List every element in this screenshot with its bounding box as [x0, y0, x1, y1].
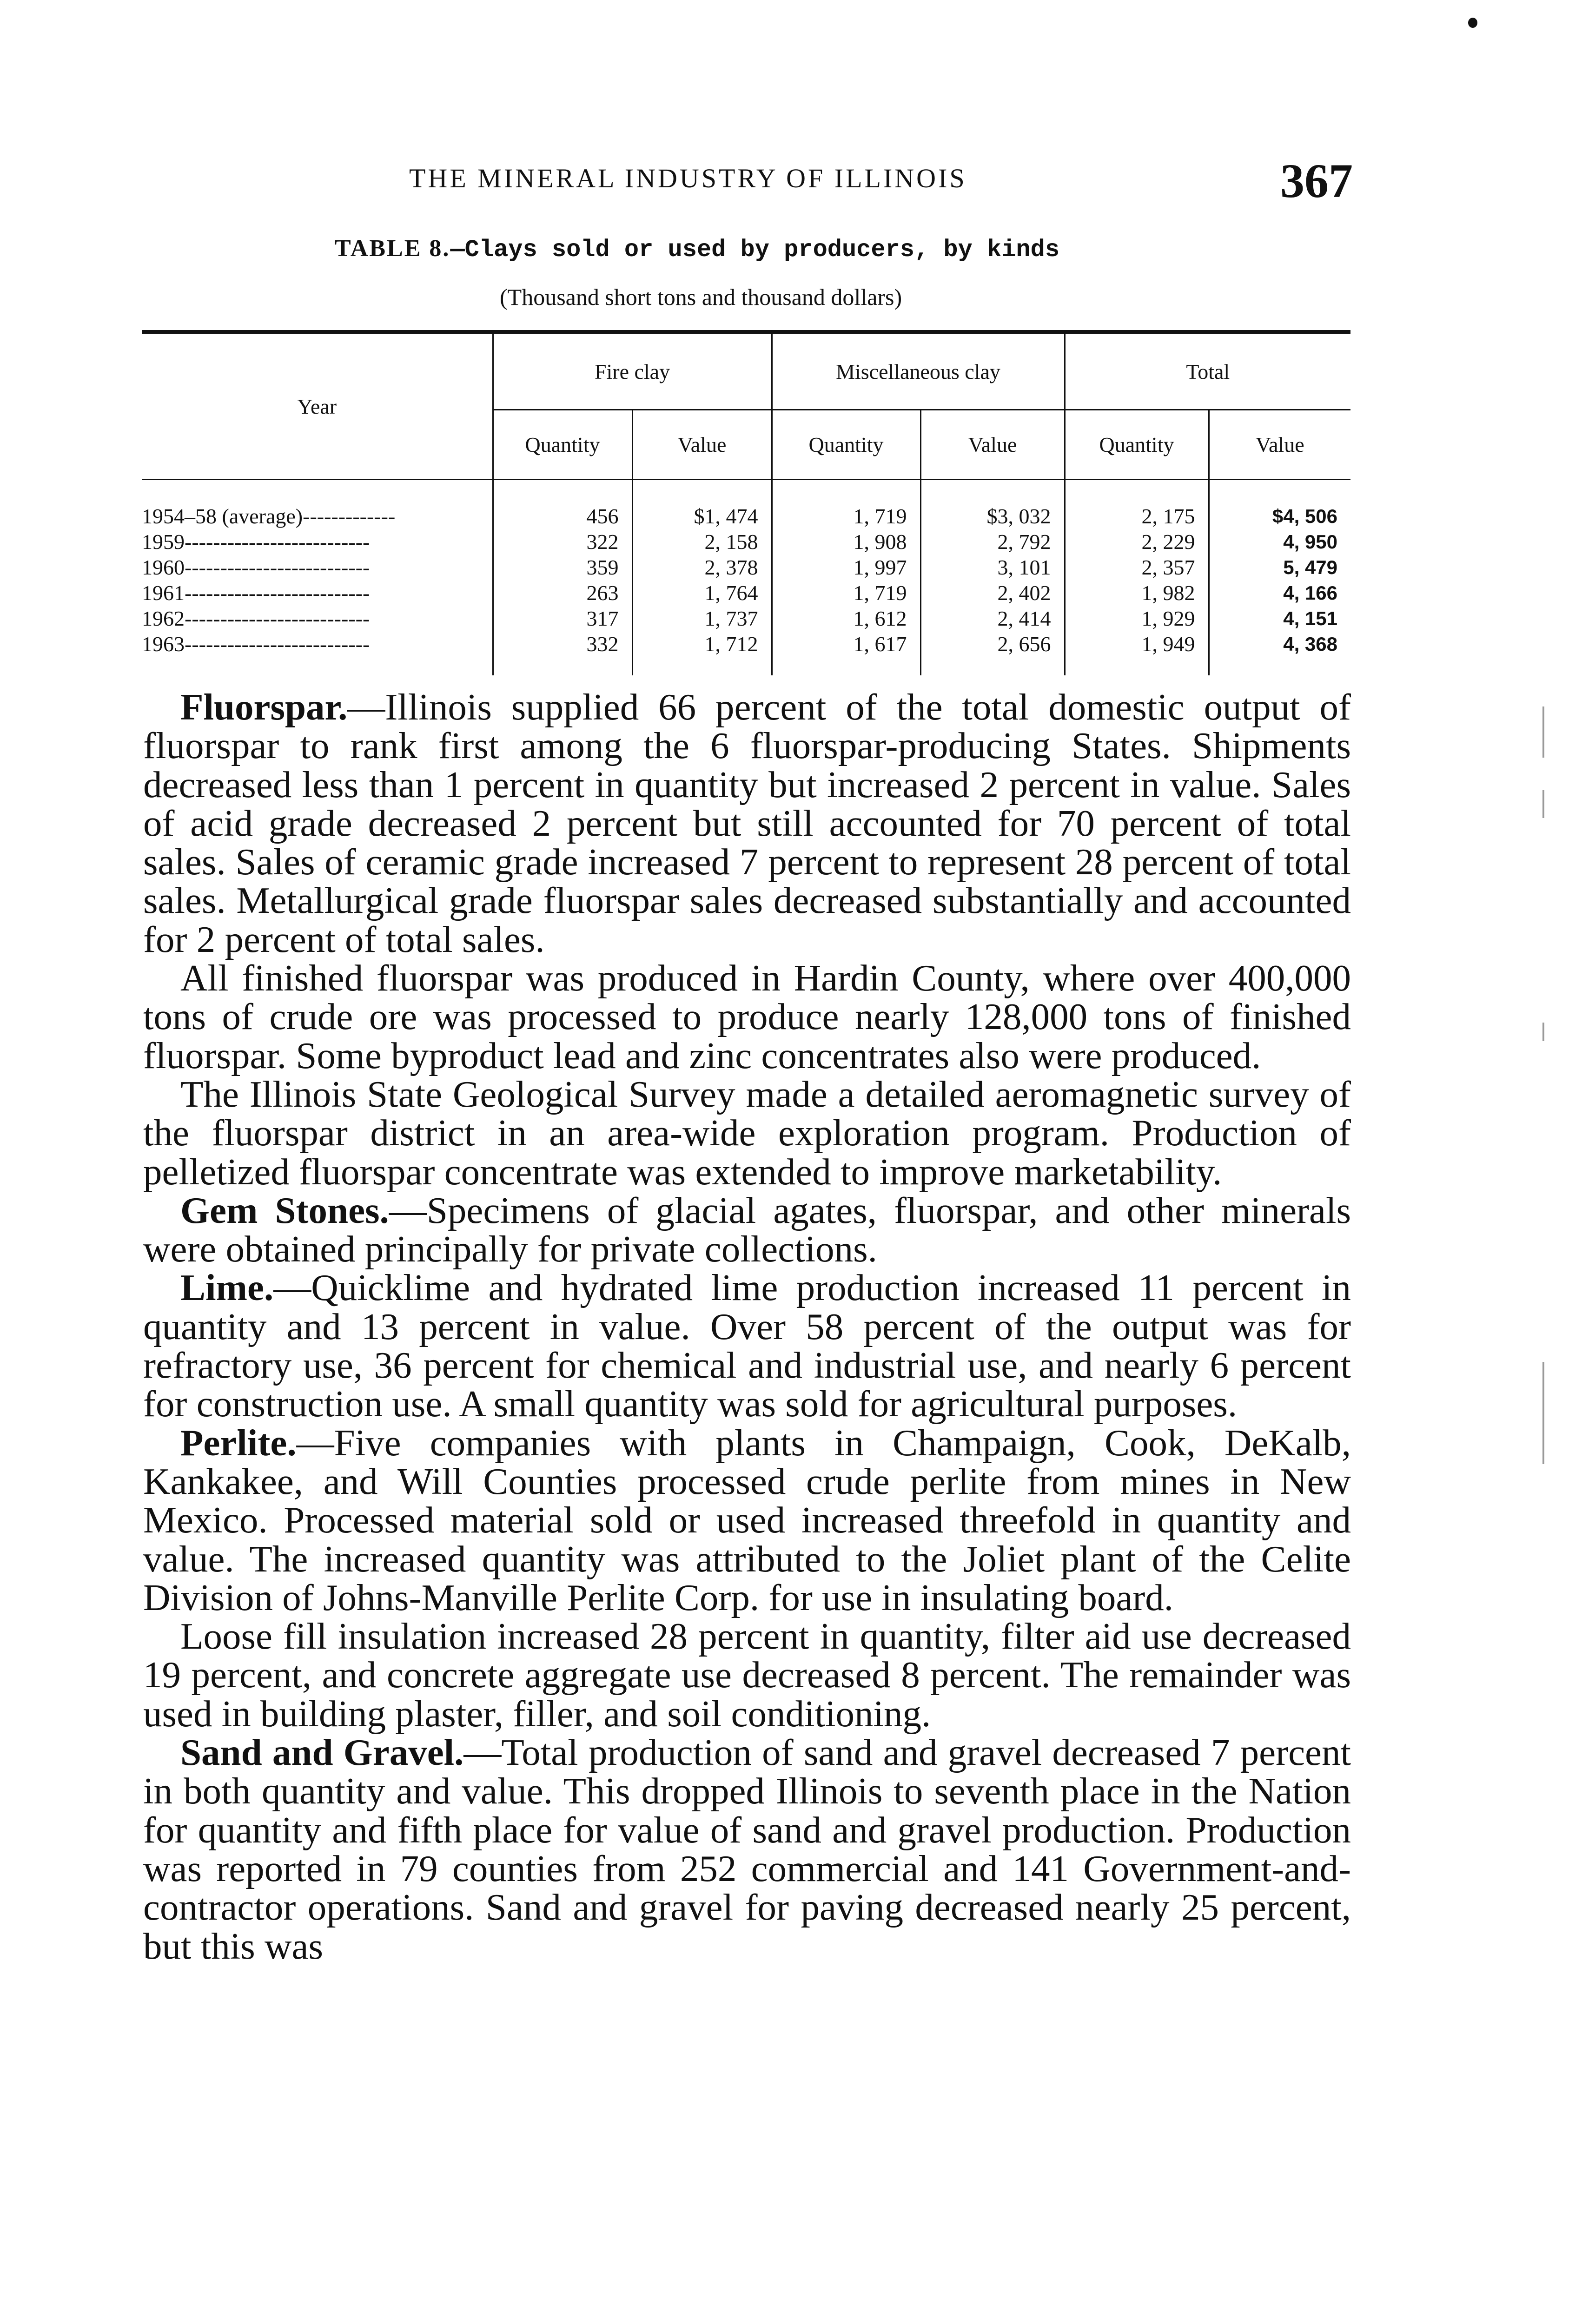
- table-row: [142, 580, 1350, 606]
- paragraph-fluorspar: Fluorspar.—Illinois supplied 66 percent of the total domestic output of fluorspar to rank first among the 6 fluorspar-producing States. Shipments decreased less than 1 percent in quantity but increased 2 percent in value. Sales of acid grade decreased 2 percent but still accounted for 70 percent of total sales. Sales of ceramic grade increased 7 percent to represent 28 percent of total sales. Metallurgical grade fluorspar sales decreased substantially and accounted for 2 percent of total sales.: [143, 686, 1351, 960]
- header-total: Total: [1065, 332, 1350, 410]
- total-quantity: 1, 929: [1065, 606, 1209, 631]
- fire-clay-value: $1, 474: [632, 480, 772, 529]
- misc-clay-quantity: 1, 719: [772, 580, 920, 606]
- page-number: 367: [1280, 154, 1353, 208]
- misc-clay-value: 2, 414: [920, 606, 1065, 631]
- header-value: Value: [920, 410, 1065, 480]
- fire-clay-value: 2, 158: [632, 529, 772, 555]
- margin-mark: [1542, 1023, 1544, 1041]
- paragraph-perlite: Perlite.—Five companies with plants in Champaign, Cook, DeKalb, Kankakee, and Will Counties processed crude perlite from mines in New Mexico. Processed material sold or used increased threefold in quantity and value. The increased quantity was attributed to the Joliet plant of the Celite Division of Johns-Manville Perlite Corp. for use in insulating board.: [143, 1421, 1351, 1618]
- header-value: Value: [632, 410, 772, 480]
- misc-clay-value: 2, 792: [920, 529, 1065, 555]
- total-value: 4, 950: [1209, 529, 1350, 555]
- running-head-title: THE MINERAL INDUSTRY OF ILLINOIS: [409, 163, 967, 193]
- running-head: [144, 154, 1353, 214]
- row-year: 1954–58 (average)-------------: [142, 504, 396, 528]
- table-caption: [335, 235, 1059, 264]
- misc-clay-quantity: 1, 719: [772, 480, 920, 529]
- table-title: —Clays sold or used by producers, by kinds: [450, 236, 1060, 264]
- paragraph: All finished fluorspar was produced in Hardin County, where over 400,000 tons of crude ore was processed to produce nearly 128,000 tons of finished fluorspar. Some byproduct lead and zinc concentrates also were produced.: [143, 957, 1351, 1076]
- header-quantity: Quantity: [1065, 410, 1209, 480]
- section-heading: Lime.: [180, 1267, 274, 1309]
- table-row: [142, 555, 1350, 580]
- total-value: 4, 166: [1209, 580, 1350, 606]
- header-misc-clay: Miscellaneous clay: [772, 332, 1065, 410]
- total-quantity: 2, 175: [1065, 480, 1209, 529]
- total-quantity: 2, 357: [1065, 555, 1209, 580]
- fire-clay-quantity: 317: [493, 606, 632, 631]
- fire-clay-value: 1, 737: [632, 606, 772, 631]
- fire-clay-value: 2, 378: [632, 555, 772, 580]
- total-value: 5, 479: [1209, 555, 1350, 580]
- paragraph-sand-gravel: Sand and Gravel.—Total production of sand and gravel decreased 7 percent in both quantity and value. This dropped Illinois to seventh place in the Nation for quantity and fifth place for value of sand and gravel production. Production was reported in 79 counties from 252 commercial and 141 Government-and-contractor operations. Sand and gravel for paving decreased nearly 25 percent, but this was: [143, 1731, 1351, 1967]
- fire-clay-value: 1, 764: [632, 580, 772, 606]
- paragraph: The Illinois State Geological Survey made a detailed aeromagnetic survey of the fluorspar district in an area-wide exploration program. Production of pelletized fluorspar concentrate was extended to improve marketability.: [143, 1073, 1351, 1193]
- paragraph-gem-stones: Gem Stones.—Specimens of glacial agates, fluorspar, and other minerals were obtained principally for private collections.: [143, 1189, 1351, 1270]
- section-heading: Gem Stones.: [180, 1189, 389, 1231]
- table-row: [142, 631, 1350, 675]
- table-row: [142, 480, 1350, 529]
- total-quantity: 1, 982: [1065, 580, 1209, 606]
- misc-clay-quantity: 1, 997: [772, 555, 920, 580]
- section-heading: Perlite.: [180, 1421, 297, 1464]
- header-quantity: Quantity: [772, 410, 920, 480]
- fire-clay-quantity: 332: [493, 631, 632, 675]
- misc-clay-value: 3, 101: [920, 555, 1065, 580]
- body-text: [143, 688, 1351, 1966]
- print-speck: [1468, 18, 1477, 28]
- misc-clay-value: 2, 402: [920, 580, 1065, 606]
- table-units: (Thousand short tons and thousand dollars): [500, 284, 902, 310]
- fire-clay-quantity: 456: [493, 480, 632, 529]
- fire-clay-value: 1, 712: [632, 631, 772, 675]
- header-year: Year: [142, 332, 493, 480]
- fire-clay-quantity: 263: [493, 580, 632, 606]
- header-fire-clay: Fire clay: [493, 332, 772, 410]
- misc-clay-value: 2, 656: [920, 631, 1065, 675]
- table-label: TABLE 8.: [335, 235, 450, 262]
- total-quantity: 1, 949: [1065, 631, 1209, 675]
- paragraph-lime: Lime.—Quicklime and hydrated lime production increased 11 percent in quantity and 13 percent in value. Over 58 percent of the output was for refractory use, 36 percent for chemical and industrial use, and nearly 6 percent for construction use. A small quantity was sold for agricultural purposes.: [143, 1267, 1351, 1425]
- table-row: [142, 529, 1350, 555]
- margin-mark: [1542, 706, 1544, 758]
- header-quantity: Quantity: [493, 410, 632, 480]
- clays-table: [142, 330, 1350, 675]
- total-value: 4, 368: [1209, 631, 1350, 675]
- margin-mark: [1542, 790, 1544, 818]
- misc-clay-quantity: 1, 617: [772, 631, 920, 675]
- misc-clay-quantity: 1, 908: [772, 529, 920, 555]
- table-row: [142, 606, 1350, 631]
- total-quantity: 2, 229: [1065, 529, 1209, 555]
- total-value: 4, 151: [1209, 606, 1350, 631]
- fire-clay-quantity: 322: [493, 529, 632, 555]
- paragraph: Loose fill insulation increased 28 percent in quantity, filter aid use decreased 19 percent, and concrete aggregate use decreased 8 percent. The remainder was used in building plaster, filler, and soil conditioning.: [143, 1615, 1351, 1735]
- row-year: 1959--------------------------: [142, 530, 370, 554]
- margin-mark: [1542, 1362, 1544, 1464]
- header-value: Value: [1209, 410, 1350, 480]
- row-year: 1960--------------------------: [142, 555, 370, 579]
- fire-clay-quantity: 359: [493, 555, 632, 580]
- section-heading: Sand and Gravel.: [180, 1731, 464, 1774]
- row-year: 1962--------------------------: [142, 607, 370, 630]
- misc-clay-quantity: 1, 612: [772, 606, 920, 631]
- section-heading: Fluorspar.: [180, 686, 348, 728]
- row-year: 1961--------------------------: [142, 581, 370, 605]
- row-year: 1963--------------------------: [142, 632, 370, 656]
- misc-clay-value: $3, 032: [920, 480, 1065, 529]
- total-value: $4, 506: [1209, 480, 1350, 529]
